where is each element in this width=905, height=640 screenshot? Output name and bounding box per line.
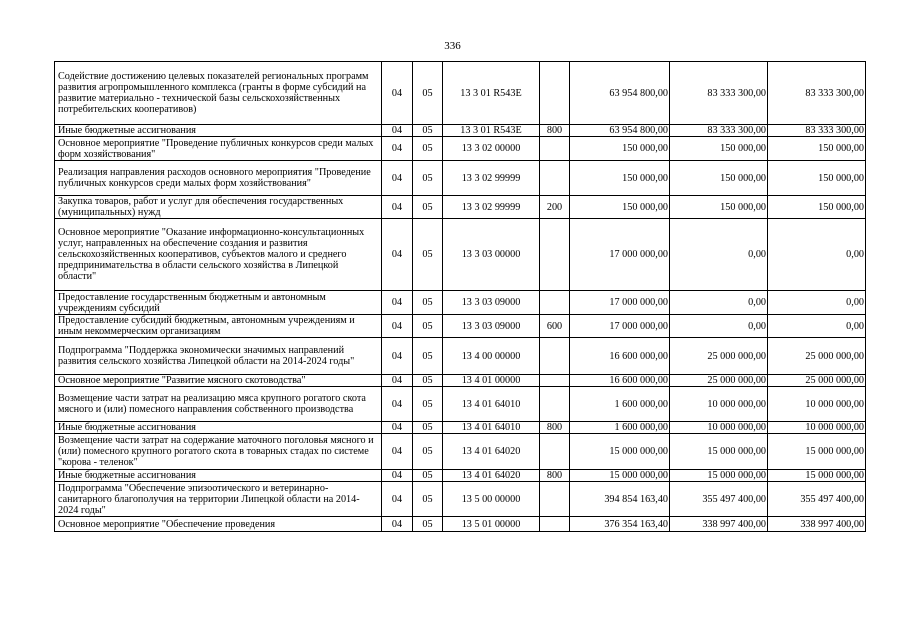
cell-v1: 17 000 000,00 [570, 315, 670, 338]
cell-sec: 04 [382, 137, 413, 161]
cell-v3: 10 000 000,00 [768, 422, 866, 434]
cell-sub: 05 [413, 338, 443, 375]
cell-sub: 05 [413, 470, 443, 482]
cell-code: 13 4 01 64020 [443, 470, 540, 482]
cell-code: 13 3 01 R543E [443, 62, 540, 125]
cell-v2: 338 997 400,00 [670, 517, 768, 532]
cell-v3: 25 000 000,00 [768, 338, 866, 375]
cell-v1: 63 954 800,00 [570, 62, 670, 125]
budget-table [54, 61, 866, 532]
table-row [55, 137, 866, 161]
table-row [55, 338, 866, 375]
cell-v2: 83 333 300,00 [670, 62, 768, 125]
cell-name: Закупка товаров, работ и услуг для обеспечения государственных (муниципальных) нужд [55, 196, 382, 219]
cell-v1: 394 854 163,40 [570, 482, 670, 517]
cell-name: Основное мероприятие "Обеспечение проведения [55, 517, 382, 532]
cell-sec: 04 [382, 434, 413, 470]
cell-type [540, 375, 570, 387]
cell-type [540, 517, 570, 532]
table-row [55, 62, 866, 125]
cell-sub: 05 [413, 125, 443, 137]
cell-sub: 05 [413, 422, 443, 434]
cell-type [540, 161, 570, 196]
cell-sub: 05 [413, 315, 443, 338]
cell-sub: 05 [413, 161, 443, 196]
cell-type [540, 219, 570, 291]
cell-v3: 10 000 000,00 [768, 387, 866, 422]
cell-sec: 04 [382, 196, 413, 219]
cell-v1: 150 000,00 [570, 137, 670, 161]
cell-v2: 0,00 [670, 315, 768, 338]
cell-v2: 10 000 000,00 [670, 422, 768, 434]
cell-v3: 15 000 000,00 [768, 434, 866, 470]
cell-code: 13 3 03 09000 [443, 315, 540, 338]
cell-type: 800 [540, 125, 570, 137]
cell-sec: 04 [382, 315, 413, 338]
cell-type [540, 62, 570, 125]
cell-v1: 1 600 000,00 [570, 422, 670, 434]
cell-v2: 0,00 [670, 291, 768, 315]
cell-v3: 0,00 [768, 291, 866, 315]
cell-sub: 05 [413, 62, 443, 125]
cell-sec: 04 [382, 387, 413, 422]
cell-v1: 17 000 000,00 [570, 291, 670, 315]
table-row [55, 125, 866, 137]
cell-v2: 0,00 [670, 219, 768, 291]
cell-sec: 04 [382, 422, 413, 434]
cell-code: 13 3 03 09000 [443, 291, 540, 315]
cell-type [540, 137, 570, 161]
cell-type [540, 291, 570, 315]
cell-v2: 150 000,00 [670, 196, 768, 219]
cell-sec: 04 [382, 375, 413, 387]
cell-name: Основное мероприятие "Оказание информационно-консультационных услуг, направленных на обеспечение создания и развития сельскохозяйственных кооперативов, субъектов малого и среднего предпринимательства в области сельского хозяйства в Липецкой области" [55, 219, 382, 291]
cell-type [540, 482, 570, 517]
cell-v2: 10 000 000,00 [670, 387, 768, 422]
cell-sec: 04 [382, 219, 413, 291]
cell-v2: 15 000 000,00 [670, 434, 768, 470]
cell-name: Возмещение части затрат на реализацию мяса крупного рогатого скота мясного и (или) помесного направления собственного производства [55, 387, 382, 422]
cell-type: 600 [540, 315, 570, 338]
table-row [55, 219, 866, 291]
cell-sub: 05 [413, 482, 443, 517]
cell-v3: 355 497 400,00 [768, 482, 866, 517]
cell-v1: 16 600 000,00 [570, 338, 670, 375]
cell-v1: 16 600 000,00 [570, 375, 670, 387]
cell-sub: 05 [413, 375, 443, 387]
cell-code: 13 3 01 R543E [443, 125, 540, 137]
table-row [55, 434, 866, 470]
cell-sub: 05 [413, 291, 443, 315]
cell-code: 13 3 02 00000 [443, 137, 540, 161]
cell-code: 13 4 01 64020 [443, 434, 540, 470]
cell-name: Предоставление субсидий бюджетным, автономным учреждениям и иным некоммерческим организациям [55, 315, 382, 338]
cell-v2: 25 000 000,00 [670, 375, 768, 387]
cell-v2: 83 333 300,00 [670, 125, 768, 137]
cell-type [540, 387, 570, 422]
cell-code: 13 4 01 00000 [443, 375, 540, 387]
cell-sec: 04 [382, 125, 413, 137]
cell-code: 13 5 01 00000 [443, 517, 540, 532]
cell-name: Подпрограмма "Обеспечение эпизоотического и ветеринарно-санитарного благополучия на территории Липецкой области на 2014-2024 годы" [55, 482, 382, 517]
cell-sec: 04 [382, 482, 413, 517]
cell-code: 13 3 02 99999 [443, 161, 540, 196]
cell-name: Иные бюджетные ассигнования [55, 422, 382, 434]
cell-v2: 15 000 000,00 [670, 470, 768, 482]
cell-name: Иные бюджетные ассигнования [55, 470, 382, 482]
cell-sub: 05 [413, 387, 443, 422]
cell-v2: 25 000 000,00 [670, 338, 768, 375]
cell-v1: 1 600 000,00 [570, 387, 670, 422]
cell-v3: 83 333 300,00 [768, 62, 866, 125]
cell-type: 200 [540, 196, 570, 219]
cell-name: Содействие достижению целевых показателей региональных программ развития агропромышленного комплекса (гранты в форме субсидий на развитие материально - технической базы сельскохозяйственных потребительских кооперативов) [55, 62, 382, 125]
cell-code: 13 4 00 00000 [443, 338, 540, 375]
table-row [55, 196, 866, 219]
cell-sub: 05 [413, 517, 443, 532]
cell-v3: 15 000 000,00 [768, 470, 866, 482]
cell-sec: 04 [382, 338, 413, 375]
cell-v3: 150 000,00 [768, 161, 866, 196]
cell-v3: 150 000,00 [768, 196, 866, 219]
table-row [55, 315, 866, 338]
cell-sec: 04 [382, 291, 413, 315]
table-row [55, 161, 866, 196]
cell-sub: 05 [413, 137, 443, 161]
cell-name: Иные бюджетные ассигнования [55, 125, 382, 137]
cell-v1: 17 000 000,00 [570, 219, 670, 291]
cell-v3: 150 000,00 [768, 137, 866, 161]
cell-v2: 355 497 400,00 [670, 482, 768, 517]
cell-code: 13 3 02 99999 [443, 196, 540, 219]
cell-v1: 150 000,00 [570, 161, 670, 196]
cell-v3: 25 000 000,00 [768, 375, 866, 387]
cell-v2: 150 000,00 [670, 161, 768, 196]
cell-sec: 04 [382, 470, 413, 482]
table-row [55, 517, 866, 532]
table-row [55, 482, 866, 517]
cell-v2: 150 000,00 [670, 137, 768, 161]
cell-v1: 376 354 163,40 [570, 517, 670, 532]
cell-sec: 04 [382, 517, 413, 532]
cell-code: 13 4 01 64010 [443, 422, 540, 434]
cell-name: Предоставление государственным бюджетным и автономным учреждениям субсидий [55, 291, 382, 315]
cell-name: Реализация направления расходов основного мероприятия "Проведение публичных конкурсов среди малых форм хозяйствования" [55, 161, 382, 196]
cell-type [540, 434, 570, 470]
table-row [55, 422, 866, 434]
cell-type: 800 [540, 470, 570, 482]
cell-sec: 04 [382, 161, 413, 196]
table-row [55, 387, 866, 422]
cell-sec: 04 [382, 62, 413, 125]
cell-name: Возмещение части затрат на содержание маточного поголовья мясного и (или) помесного крупного рогатого скота в товарных стадах по системе "корова - теленок" [55, 434, 382, 470]
cell-name: Основное мероприятие "Развитие мясного скотоводства" [55, 375, 382, 387]
table-row [55, 375, 866, 387]
cell-v3: 83 333 300,00 [768, 125, 866, 137]
cell-sub: 05 [413, 434, 443, 470]
cell-v3: 0,00 [768, 315, 866, 338]
table-row [55, 291, 866, 315]
page-number: 336 [444, 40, 461, 52]
cell-code: 13 5 00 00000 [443, 482, 540, 517]
cell-code: 13 4 01 64010 [443, 387, 540, 422]
cell-name: Основное мероприятие "Проведение публичных конкурсов среди малых форм хозяйствования" [55, 137, 382, 161]
cell-sub: 05 [413, 196, 443, 219]
table-row [55, 470, 866, 482]
cell-sub: 05 [413, 219, 443, 291]
cell-code: 13 3 03 00000 [443, 219, 540, 291]
cell-v1: 15 000 000,00 [570, 434, 670, 470]
cell-v1: 150 000,00 [570, 196, 670, 219]
cell-v3: 338 997 400,00 [768, 517, 866, 532]
cell-name: Подпрограмма "Поддержка экономически значимых направлений развития сельского хозяйства Липецкой области на 2014-2024 годы" [55, 338, 382, 375]
cell-type [540, 338, 570, 375]
cell-v1: 63 954 800,00 [570, 125, 670, 137]
cell-v1: 15 000 000,00 [570, 470, 670, 482]
cell-v3: 0,00 [768, 219, 866, 291]
cell-type: 800 [540, 422, 570, 434]
